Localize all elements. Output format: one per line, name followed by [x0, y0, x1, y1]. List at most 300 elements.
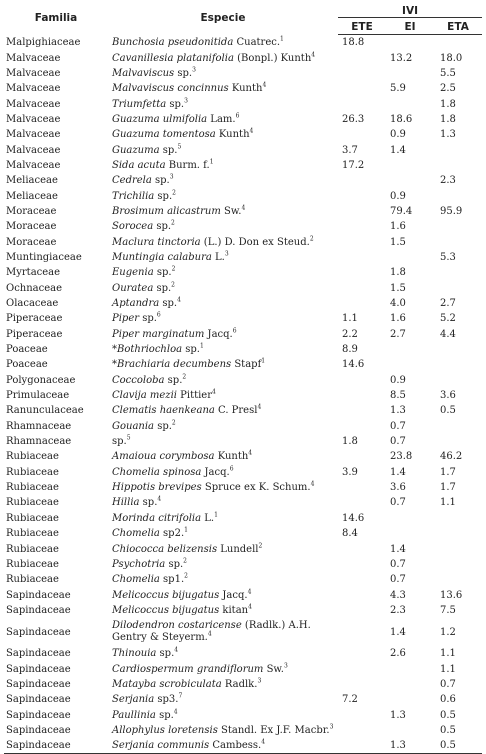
header-ete: ETE — [338, 18, 386, 35]
familia-cell: Rhamnaceae — [6, 436, 72, 448]
especie-cell — [108, 495, 338, 510]
familia-cell: Rubiaceae — [6, 558, 59, 570]
eta-value-cell: 1.7 — [440, 482, 456, 494]
familia-cell: Muntingiaceae — [6, 251, 82, 263]
table-row — [4, 112, 482, 127]
especie-scientific-name: Bunchosia pseudonitida — [112, 36, 234, 48]
especie-author: Kunth — [228, 83, 263, 95]
ete-value-cell: 17.2 — [342, 159, 365, 171]
ei-value-cell: 1.5 — [390, 282, 406, 294]
eta-value-cell: 1.3 — [440, 129, 456, 141]
header-ivi: IVI — [338, 2, 482, 18]
ei-value-cell: 4.3 — [390, 589, 406, 601]
eta-value-cell — [434, 541, 482, 556]
ete-value-cell — [338, 557, 386, 572]
ei-value-cell: 1.6 — [390, 313, 406, 325]
ei-value-cell — [386, 342, 434, 357]
especie-footnote: 6 — [235, 112, 240, 120]
eta-value-cell: 2.7 — [440, 298, 456, 310]
especie-scientific-name: Clematis haenkeana — [112, 405, 215, 417]
table-row — [4, 661, 482, 676]
especie-cell — [108, 557, 338, 572]
especie-cell — [108, 373, 338, 388]
especie-author: sp2. — [159, 528, 185, 540]
especie-cell — [108, 81, 338, 96]
especie-cell — [108, 311, 338, 326]
especie-footnote: 3 — [329, 723, 334, 731]
especie-cell — [108, 434, 338, 449]
ei-value-cell: 1.4 — [390, 626, 406, 638]
familia-cell: Piperaceae — [6, 313, 63, 325]
especie-author: sp. — [182, 344, 200, 356]
especie-author: Jacq. — [204, 328, 233, 340]
familia-cell: Meliaceae — [6, 175, 58, 187]
ei-value-cell: 1.4 — [390, 543, 406, 555]
especie-footnote: 7 — [178, 692, 183, 700]
especie-cell — [108, 707, 338, 722]
especie-scientific-name: Dilodendron costaricense — [112, 619, 242, 631]
eta-value-cell: 1.8 — [440, 98, 456, 110]
ete-value-cell: 8.9 — [342, 344, 358, 356]
table-row — [4, 35, 482, 51]
familia-cell: Rubiaceae — [6, 497, 59, 509]
especie-author: sp. — [159, 298, 178, 310]
eta-value-cell — [434, 557, 482, 572]
especie-scientific-name: Hillia — [112, 497, 140, 509]
especie-scientific-name: Sida acuta — [112, 159, 166, 171]
ei-value-cell — [386, 661, 434, 676]
especie-cell — [108, 465, 338, 480]
especie-scientific-name: Allophylus loretensis — [112, 724, 218, 736]
species-ivi-table — [4, 2, 482, 754]
especie-cell — [108, 587, 338, 602]
ete-value-cell — [338, 723, 386, 738]
especie-cell — [108, 692, 338, 707]
especie-scientific-name: Eugenia — [112, 267, 154, 279]
especie-cell — [108, 250, 338, 265]
especie-author: (L.) D. Don ex Steud. — [200, 236, 310, 248]
familia-cell: Malvaceae — [6, 129, 61, 141]
especie-cell — [108, 50, 338, 65]
ete-value-cell: 1.1 — [342, 313, 358, 325]
familia-cell: Rubiaceae — [6, 466, 59, 478]
ete-value-cell — [338, 81, 386, 96]
especie-scientific-name: Bothriochloa — [117, 344, 183, 356]
especie-footnote: 2 — [171, 419, 176, 427]
ei-value-cell: 5.9 — [390, 83, 406, 95]
eta-value-cell: 3.6 — [440, 390, 456, 402]
especie-cell — [108, 403, 338, 418]
familia-cell: Sapindaceae — [6, 604, 71, 616]
especie-footnote: 4 — [174, 646, 179, 654]
especie-cell — [108, 677, 338, 692]
especie-author: sp. — [164, 374, 183, 386]
familia-cell: Moraceae — [6, 205, 57, 217]
especie-scientific-name: Amaioua corymbosa — [112, 451, 215, 463]
especie-footnote: 4 — [248, 450, 253, 458]
table-row — [4, 250, 482, 265]
familia-cell: Myrtaceae — [6, 267, 61, 279]
table-row — [4, 188, 482, 203]
especie-author: Sw. — [263, 663, 284, 675]
especie-scientific-name: Chomelia spinosa — [112, 466, 202, 478]
table-row — [4, 327, 482, 342]
especie-footnote: 3 — [184, 97, 188, 105]
especie-author: L. — [211, 251, 225, 263]
especie-scientific-name: Sorocea — [112, 221, 154, 233]
especie-author: Lundell — [217, 543, 259, 555]
eta-value-cell: 13.6 — [440, 589, 463, 601]
ete-value-cell — [338, 281, 386, 296]
ete-value-cell — [338, 403, 386, 418]
especie-author: sp. — [165, 558, 184, 570]
ei-value-cell — [386, 250, 434, 265]
ei-value-cell: 1.3 — [390, 709, 406, 721]
familia-cell: Piperaceae — [6, 328, 63, 340]
especie-scientific-name: Psychotria — [112, 558, 166, 570]
especie-footnote: 5 — [126, 434, 131, 442]
especie-footnote: 1 — [199, 342, 204, 350]
especie-footnote: 4 — [241, 204, 246, 212]
especie-author: Kunth — [214, 451, 249, 463]
especie-footnote: 4 — [257, 404, 262, 412]
especie-author: Cuatrec. — [233, 36, 281, 48]
especie-footnote: 4 — [177, 296, 181, 304]
especie-author: L. — [201, 512, 215, 524]
ei-value-cell: 0.7 — [390, 558, 406, 570]
especie-author: Radlk. — [221, 678, 258, 690]
especie-footnote: 3 — [257, 677, 262, 685]
familia-cell: Sapindaceae — [4, 738, 108, 754]
table-row — [4, 603, 482, 618]
table-row — [4, 511, 482, 526]
especie-footnote: 4 — [248, 603, 252, 611]
eta-value-cell: 2.5 — [440, 83, 456, 95]
especie-footnote: 6 — [232, 327, 237, 335]
ete-value-cell — [338, 572, 386, 587]
eta-value-cell: 1.1 — [440, 497, 456, 509]
ete-value-cell: 26.3 — [342, 113, 365, 125]
especie-cell — [108, 112, 338, 127]
familia-cell: Sapindaceae — [6, 694, 71, 706]
table-row — [4, 373, 482, 388]
table-row — [4, 158, 482, 173]
especie-footnote: 3 — [192, 66, 196, 74]
familia-cell: Ochnaceae — [6, 282, 63, 294]
especie-footnote: 4 — [262, 81, 267, 89]
table-row — [4, 692, 482, 707]
ei-value-cell: 0.9 — [390, 129, 406, 141]
especie-author: C. Presl — [214, 405, 258, 417]
familia-cell: Rubiaceae — [6, 512, 59, 524]
eta-value-cell: 1.1 — [440, 648, 456, 660]
especie-cell — [108, 327, 338, 342]
eta-value-cell: 1.2 — [440, 626, 456, 638]
ei-value-cell: 8.5 — [390, 390, 406, 402]
especie-author: sp. — [139, 497, 158, 509]
ete-value-cell — [338, 449, 386, 464]
eta-value-cell — [434, 265, 482, 280]
table-row — [4, 618, 482, 646]
eta-value-cell — [434, 373, 482, 388]
especie-scientific-name: Maclura tinctoria — [112, 236, 201, 248]
familia-cell: Primulaceae — [6, 390, 70, 402]
especie-author: sp. — [153, 282, 172, 294]
especie-scientific-name: Chomelia — [112, 574, 160, 586]
especie-scientific-name: Chomelia — [112, 528, 160, 540]
eta-value-cell: 0.7 — [440, 678, 456, 690]
ete-value-cell — [338, 50, 386, 65]
especie-cell — [108, 738, 338, 754]
especie-footnote: 1 — [184, 526, 188, 534]
especie-footnote: 2 — [183, 557, 187, 565]
especie-scientific-name: Brachiaria decumbens — [117, 359, 232, 371]
familia-cell: Ranunculaceae — [6, 405, 84, 417]
especie-scientific-name: Gouania — [112, 420, 155, 432]
familia-cell: Sapindaceae — [6, 626, 71, 638]
ei-value-cell — [386, 173, 434, 188]
especie-author: sp. — [153, 221, 172, 233]
especie-author: Lam. — [207, 113, 236, 125]
especie-author: sp. — [154, 420, 172, 432]
familia-cell: Poaceae — [6, 359, 48, 371]
eta-value-cell: 0.5 — [440, 405, 456, 417]
ete-value-cell — [338, 234, 386, 249]
ete-value-cell — [338, 603, 386, 618]
especie-cell — [108, 35, 338, 51]
especie-footnote: 3 — [284, 662, 288, 670]
especie-author: Spruce ex K. Schum. — [201, 482, 311, 494]
especie-cell — [108, 388, 338, 403]
eta-value-cell: 5.3 — [440, 251, 456, 263]
especie-footnote: 3 — [169, 173, 174, 181]
eta-value-cell — [434, 35, 482, 51]
eta-value-cell — [434, 158, 482, 173]
header-ei: EI — [386, 18, 434, 35]
table-row — [4, 434, 482, 449]
ei-value-cell: 0.9 — [390, 190, 406, 202]
especie-cell — [108, 173, 338, 188]
familia-cell: Malpighiaceae — [6, 36, 81, 48]
especie-author: sp. — [139, 313, 157, 325]
especie-author: sp. — [159, 144, 178, 156]
especie-footnote: 2 — [258, 542, 263, 550]
eta-value-cell: 1.8 — [440, 113, 456, 125]
table-row — [4, 142, 482, 157]
ete-value-cell — [338, 66, 386, 81]
table-row — [4, 296, 482, 311]
especie-author: Stapf — [231, 359, 262, 371]
eta-value-cell: 0.5 — [434, 738, 482, 754]
familia-cell: Sapindaceae — [6, 663, 71, 675]
table-row — [4, 738, 482, 754]
especie-cell — [108, 618, 338, 646]
ete-value-cell — [338, 661, 386, 676]
especie-author: sp3. — [154, 694, 179, 706]
ei-value-cell: 0.7 — [390, 574, 406, 586]
ei-value-cell: 13.2 — [390, 52, 413, 64]
eta-value-cell: 18.0 — [440, 52, 463, 64]
ete-value-cell — [338, 204, 386, 219]
ei-value-cell — [386, 677, 434, 692]
ei-value-cell: 1.8 — [390, 267, 406, 279]
especie-scientific-name: Malvaviscus concinnus — [112, 83, 229, 95]
table-row — [4, 495, 482, 510]
especie-scientific-name: Muntingia calabura — [112, 251, 212, 263]
table-row — [4, 388, 482, 403]
ei-value-cell: 2.3 — [390, 604, 406, 616]
especie-footnote: 4 — [311, 51, 316, 59]
table-row — [4, 707, 482, 722]
especie-footnote: 1 — [214, 511, 218, 519]
especie-cell — [108, 265, 338, 280]
eta-value-cell: 46.2 — [440, 451, 463, 463]
table-row — [4, 81, 482, 96]
ei-value-cell: 2.6 — [390, 648, 406, 660]
ete-value-cell — [338, 618, 386, 646]
ei-value-cell: 23.8 — [390, 451, 413, 463]
especie-cell — [108, 723, 338, 738]
ei-value-cell — [386, 66, 434, 81]
especie-footnote: 4 — [261, 738, 266, 746]
ete-value-cell: 2.2 — [342, 328, 358, 340]
table-row — [4, 419, 482, 434]
especie-author: sp. — [155, 709, 174, 721]
ete-value-cell — [338, 646, 386, 661]
especie-cell — [108, 204, 338, 219]
ei-value-cell — [386, 692, 434, 707]
especie-scientific-name: Thinouia — [112, 648, 157, 660]
ei-value-cell: 0.7 — [390, 497, 406, 509]
eta-value-cell — [434, 572, 482, 587]
especie-cell — [108, 188, 338, 203]
ete-value-cell: 8.4 — [342, 528, 358, 540]
familia-cell: Moraceae — [6, 236, 57, 248]
familia-cell: Rubiaceae — [6, 528, 59, 540]
especie-cell — [108, 541, 338, 556]
ei-value-cell — [386, 723, 434, 738]
especie-scientific-name: Paullinia — [112, 709, 156, 721]
eta-value-cell: 1.7 — [440, 466, 456, 478]
especie-footnote: 1 — [209, 158, 214, 166]
ete-value-cell: 14.6 — [342, 512, 365, 524]
eta-value-cell — [434, 142, 482, 157]
especie-footnote: 6 — [156, 312, 161, 320]
familia-cell: Poaceae — [6, 344, 48, 356]
ete-value-cell — [338, 296, 386, 311]
familia-cell: Moraceae — [6, 221, 57, 233]
eta-value-cell — [434, 511, 482, 526]
especie-footnote: 6 — [229, 465, 234, 473]
especie-scientific-name: Coccoloba — [112, 374, 165, 386]
familia-cell: Rubiaceae — [6, 451, 59, 463]
especie-cell — [108, 357, 338, 372]
especie-footnote: 2 — [172, 189, 176, 197]
header-especie: Especie — [200, 12, 246, 25]
table-row — [4, 587, 482, 602]
ete-value-cell — [338, 495, 386, 510]
familia-cell: Malvaceae — [6, 98, 61, 110]
especie-footnote: 2 — [182, 373, 187, 381]
table-row — [4, 219, 482, 234]
especie-footnote: 4 — [247, 588, 252, 596]
ete-value-cell — [338, 388, 386, 403]
especie-scientific-name: Hippotis brevipes — [112, 482, 202, 494]
especie-cell — [108, 661, 338, 676]
especie-footnote: 2 — [171, 266, 176, 273]
ei-value-cell: 1.3 — [386, 738, 434, 754]
eta-value-cell: 0.5 — [440, 724, 456, 736]
especie-scientific-name: Triumfetta — [112, 98, 167, 110]
ei-value-cell: 1.4 — [390, 466, 406, 478]
familia-cell: Malvaceae — [6, 52, 61, 64]
table-row — [4, 66, 482, 81]
especie-author: Kunth — [215, 129, 250, 141]
especie-footnote: 2 — [309, 235, 314, 243]
ei-value-cell: 18.6 — [390, 113, 413, 125]
ei-value-cell: 79.4 — [390, 205, 413, 217]
familia-cell: Sapindaceae — [6, 678, 71, 690]
especie-scientific-name: Malvaviscus — [112, 67, 175, 79]
especie-cell — [108, 449, 338, 464]
ete-value-cell — [338, 541, 386, 556]
eta-value-cell: 0.6 — [440, 694, 456, 706]
especie-footnote: 4 — [173, 708, 178, 716]
especie-author: Pittier — [176, 390, 213, 402]
eta-value-cell — [434, 357, 482, 372]
especie-footnote: 4 — [207, 630, 212, 638]
ei-value-cell — [386, 96, 434, 111]
especie-footnote: 3 — [224, 250, 229, 258]
table-row — [4, 281, 482, 296]
especie-scientific-name: Clavija mezii — [112, 390, 177, 402]
especie-cell — [108, 603, 338, 618]
ei-value-cell: 1.4 — [390, 144, 406, 156]
ete-value-cell: 1.8 — [342, 436, 358, 448]
especie-scientific-name: Morinda citrifolia — [112, 512, 202, 524]
ei-value-cell: 1.5 — [390, 236, 406, 248]
especie-scientific-name: Cardiospermum grandiflorum — [112, 663, 264, 675]
table-row — [4, 357, 482, 372]
eta-value-cell: 5.5 — [440, 67, 456, 79]
ei-value-cell: 2.7 — [390, 328, 406, 340]
ei-value-cell: 0.9 — [390, 374, 406, 386]
especie-scientific-name: Piper marginatum — [112, 328, 205, 340]
header-familia: Familia — [34, 12, 78, 25]
especie-author: (Radlk.) A.H. Gentry & Steyerm. — [112, 619, 311, 644]
especie-scientific-name: Melicoccus bijugatus — [112, 589, 220, 601]
especie-scientific-name: Cedrela — [112, 175, 152, 187]
ete-value-cell — [338, 480, 386, 495]
ete-value-cell — [338, 707, 386, 722]
especie-footnote: 4 — [310, 480, 315, 488]
familia-cell: Olacaceae — [6, 298, 59, 310]
especie-footnote: 5 — [177, 143, 182, 151]
ete-value-cell — [338, 127, 386, 142]
especie-author: sp1. — [159, 574, 185, 586]
table-row — [4, 173, 482, 188]
table-row — [4, 96, 482, 111]
especie-author: Cambess. — [209, 740, 262, 752]
ete-value-cell — [338, 738, 386, 754]
ei-value-cell — [386, 158, 434, 173]
ete-value-cell: 3.7 — [342, 144, 358, 156]
table-row — [4, 234, 482, 249]
especie-scientific-name: Guazuma — [112, 144, 160, 156]
ete-value-cell — [338, 219, 386, 234]
ei-value-cell: 4.0 — [390, 298, 406, 310]
ete-value-cell — [338, 96, 386, 111]
